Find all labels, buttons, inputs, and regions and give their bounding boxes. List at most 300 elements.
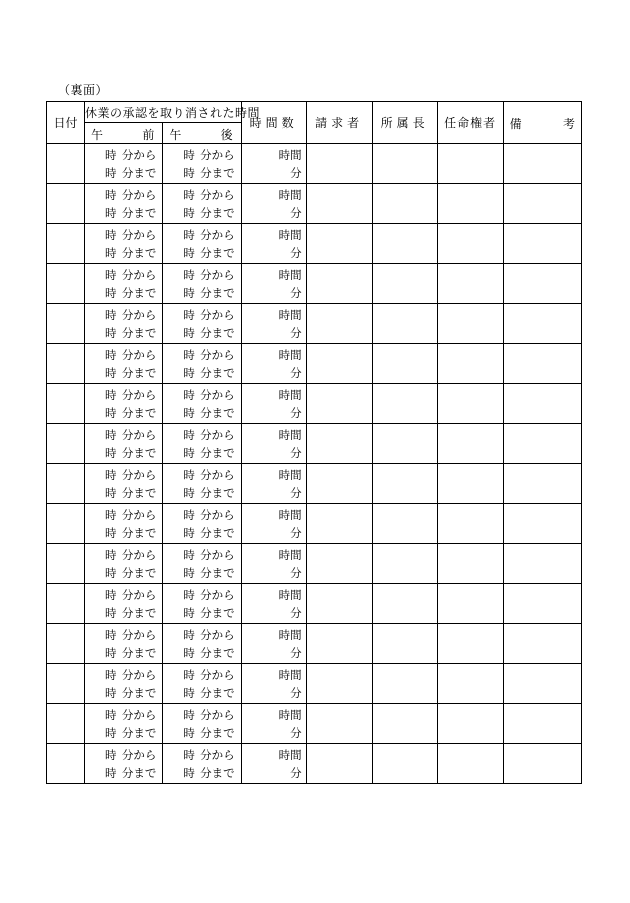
- table-row: [47, 144, 582, 184]
- from-label: 分から: [200, 628, 235, 642]
- requester-cell[interactable]: [306, 224, 372, 264]
- date-cell[interactable]: [47, 584, 85, 624]
- minutes-unit: 分: [290, 646, 302, 660]
- pm-time-cell[interactable]: [163, 384, 241, 424]
- header-am-left: 午: [91, 128, 104, 142]
- table-row: [47, 504, 582, 544]
- am-time-cell[interactable]: [85, 144, 163, 184]
- minutes-unit: 分: [290, 566, 302, 580]
- appointer-cell[interactable]: [437, 344, 503, 384]
- table-body: [47, 144, 582, 784]
- to-label: 分まで: [200, 606, 235, 620]
- hours-unit: 時間: [278, 428, 302, 442]
- hours-unit: 時間: [278, 508, 302, 522]
- department-head-cell[interactable]: [372, 384, 437, 424]
- from-label: 分から: [121, 228, 157, 242]
- hours-cell[interactable]: [241, 544, 306, 584]
- hour-label: 時: [105, 628, 117, 642]
- hours-cell[interactable]: [241, 144, 306, 184]
- am-time-cell[interactable]: [85, 744, 163, 784]
- hour-label: 時: [105, 206, 117, 220]
- to-label: 分まで: [200, 686, 235, 700]
- hour-label: 時: [183, 486, 195, 500]
- to-label: 分まで: [121, 166, 157, 180]
- from-label: 分から: [121, 628, 157, 642]
- requester-cell[interactable]: [306, 144, 372, 184]
- remarks-cell[interactable]: [503, 384, 581, 424]
- hour-label: 時: [183, 686, 195, 700]
- department-head-cell[interactable]: [372, 744, 437, 784]
- to-label: 分まで: [121, 566, 157, 580]
- department-head-cell[interactable]: [372, 504, 437, 544]
- to-label: 分まで: [200, 326, 235, 340]
- hours-unit: 時間: [278, 388, 302, 402]
- hour-label: 時: [183, 366, 195, 380]
- hours-unit: 時間: [278, 188, 302, 202]
- hour-label: 時: [183, 628, 195, 642]
- to-label: 分まで: [121, 686, 157, 700]
- from-label: 分から: [121, 748, 157, 762]
- from-label: 分から: [121, 428, 157, 442]
- header-department-head: 所属長: [372, 102, 437, 144]
- to-label: 分まで: [121, 646, 157, 660]
- date-cell[interactable]: [47, 384, 85, 424]
- remarks-cell[interactable]: [503, 184, 581, 224]
- requester-cell[interactable]: [306, 664, 372, 704]
- header-date: 日付: [47, 102, 85, 144]
- am-time-cell[interactable]: [85, 424, 163, 464]
- minutes-unit: 分: [290, 366, 302, 380]
- am-time-cell[interactable]: [85, 584, 163, 624]
- remarks-cell[interactable]: [503, 544, 581, 584]
- remarks-cell[interactable]: [503, 664, 581, 704]
- am-time-cell[interactable]: [85, 384, 163, 424]
- hours-unit: 時間: [278, 748, 302, 762]
- hours-cell[interactable]: [241, 624, 306, 664]
- hour-label: 時: [105, 286, 117, 300]
- requester-cell[interactable]: [306, 744, 372, 784]
- remarks-cell[interactable]: [503, 464, 581, 504]
- date-cell[interactable]: [47, 424, 85, 464]
- minutes-unit: 分: [290, 486, 302, 500]
- from-label: 分から: [200, 508, 235, 522]
- to-label: 分まで: [200, 406, 235, 420]
- requester-cell[interactable]: [306, 584, 372, 624]
- from-label: 分から: [200, 748, 235, 762]
- from-label: 分から: [121, 268, 157, 282]
- hour-label: 時: [105, 446, 117, 460]
- from-label: 分から: [121, 588, 157, 602]
- appointer-cell[interactable]: [437, 504, 503, 544]
- remarks-cell[interactable]: [503, 624, 581, 664]
- pm-time-cell[interactable]: [163, 664, 241, 704]
- table-row: [47, 184, 582, 224]
- hours-cell[interactable]: [241, 304, 306, 344]
- table-row: [47, 624, 582, 664]
- hour-label: 時: [183, 766, 195, 780]
- hour-label: 時: [105, 668, 117, 682]
- hour-label: 時: [105, 388, 117, 402]
- hour-label: 時: [105, 326, 117, 340]
- appointer-cell[interactable]: [437, 224, 503, 264]
- date-cell[interactable]: [47, 224, 85, 264]
- hour-label: 時: [105, 766, 117, 780]
- remarks-cell[interactable]: [503, 584, 581, 624]
- to-label: 分まで: [121, 526, 157, 540]
- am-time-cell[interactable]: [85, 624, 163, 664]
- to-label: 分まで: [200, 766, 235, 780]
- appointer-cell[interactable]: [437, 424, 503, 464]
- appointer-cell[interactable]: [437, 584, 503, 624]
- date-cell[interactable]: [47, 624, 85, 664]
- minutes-unit: 分: [290, 606, 302, 620]
- hours-unit: 時間: [278, 708, 302, 722]
- hour-label: 時: [105, 606, 117, 620]
- to-label: 分まで: [121, 606, 157, 620]
- pm-time-cell[interactable]: [163, 624, 241, 664]
- date-cell[interactable]: [47, 504, 85, 544]
- header-pm: [163, 123, 241, 144]
- hours-unit: 時間: [278, 348, 302, 362]
- header-cancelled-time: 休業の承認を取り消された時間: [85, 102, 242, 123]
- minutes-unit: 分: [290, 166, 302, 180]
- hour-label: 時: [105, 646, 117, 660]
- from-label: 分から: [200, 668, 235, 682]
- to-label: 分まで: [121, 406, 157, 420]
- appointer-cell[interactable]: [437, 304, 503, 344]
- to-label: 分まで: [200, 286, 235, 300]
- hour-label: 時: [183, 646, 195, 660]
- department-head-cell[interactable]: [372, 584, 437, 624]
- appointer-cell[interactable]: [437, 664, 503, 704]
- hours-cell[interactable]: [241, 224, 306, 264]
- pm-time-cell[interactable]: [163, 184, 241, 224]
- am-time-cell[interactable]: [85, 224, 163, 264]
- requester-cell[interactable]: [306, 184, 372, 224]
- minutes-unit: 分: [290, 686, 302, 700]
- hour-label: 時: [183, 726, 195, 740]
- hour-label: 時: [183, 606, 195, 620]
- am-time-cell[interactable]: [85, 504, 163, 544]
- from-label: 分から: [200, 708, 235, 722]
- pm-time-cell[interactable]: [163, 304, 241, 344]
- table-row: [47, 264, 582, 304]
- minutes-unit: 分: [290, 326, 302, 340]
- appointer-cell[interactable]: [437, 144, 503, 184]
- from-label: 分から: [200, 348, 235, 362]
- appointer-cell[interactable]: [437, 704, 503, 744]
- requester-cell[interactable]: [306, 464, 372, 504]
- department-head-cell[interactable]: [372, 184, 437, 224]
- from-label: 分から: [200, 268, 235, 282]
- hour-label: 時: [105, 686, 117, 700]
- department-head-cell[interactable]: [372, 224, 437, 264]
- department-head-cell[interactable]: [372, 424, 437, 464]
- hours-cell[interactable]: [241, 424, 306, 464]
- from-label: 分から: [200, 388, 235, 402]
- hours-cell[interactable]: [241, 384, 306, 424]
- hour-label: 時: [105, 726, 117, 740]
- am-time-cell[interactable]: [85, 184, 163, 224]
- remarks-cell[interactable]: [503, 704, 581, 744]
- requester-cell[interactable]: [306, 424, 372, 464]
- pm-time-cell[interactable]: [163, 344, 241, 384]
- to-label: 分まで: [121, 246, 157, 260]
- to-label: 分まで: [121, 366, 157, 380]
- hour-label: 時: [183, 428, 195, 442]
- hour-label: 時: [183, 526, 195, 540]
- date-cell[interactable]: [47, 184, 85, 224]
- department-head-cell[interactable]: [372, 264, 437, 304]
- hours-cell[interactable]: [241, 464, 306, 504]
- requester-cell[interactable]: [306, 704, 372, 744]
- hour-label: 時: [183, 708, 195, 722]
- hour-label: 時: [105, 566, 117, 580]
- hour-label: 時: [183, 668, 195, 682]
- hour-label: 時: [105, 428, 117, 442]
- pm-time-cell[interactable]: [163, 144, 241, 184]
- minutes-unit: 分: [290, 726, 302, 740]
- department-head-cell[interactable]: [372, 144, 437, 184]
- date-cell[interactable]: [47, 304, 85, 344]
- appointer-cell[interactable]: [437, 744, 503, 784]
- from-label: 分から: [121, 188, 157, 202]
- minutes-unit: 分: [290, 206, 302, 220]
- hour-label: 時: [183, 348, 195, 362]
- minutes-unit: 分: [290, 286, 302, 300]
- table-row: [47, 664, 582, 704]
- minutes-unit: 分: [290, 766, 302, 780]
- pm-time-cell[interactable]: [163, 224, 241, 264]
- department-head-cell[interactable]: [372, 624, 437, 664]
- remarks-cell[interactable]: [503, 424, 581, 464]
- to-label: 分まで: [200, 366, 235, 380]
- appointer-cell[interactable]: [437, 384, 503, 424]
- hours-unit: 時間: [278, 228, 302, 242]
- hours-cell[interactable]: [241, 504, 306, 544]
- hour-label: 時: [105, 508, 117, 522]
- to-label: 分まで: [121, 206, 157, 220]
- remarks-cell[interactable]: [503, 224, 581, 264]
- pm-time-cell[interactable]: [163, 544, 241, 584]
- from-label: 分から: [121, 548, 157, 562]
- hour-label: 時: [183, 548, 195, 562]
- hour-label: 時: [183, 206, 195, 220]
- hour-label: 時: [183, 508, 195, 522]
- pm-time-cell[interactable]: [163, 464, 241, 504]
- hour-label: 時: [105, 228, 117, 242]
- pm-time-cell[interactable]: [163, 704, 241, 744]
- table-row: [47, 704, 582, 744]
- to-label: 分まで: [200, 166, 235, 180]
- header-remarks-left: 備: [509, 117, 522, 131]
- header-am: [85, 123, 163, 144]
- am-time-cell[interactable]: [85, 264, 163, 304]
- remarks-cell[interactable]: [503, 344, 581, 384]
- from-label: 分から: [121, 148, 157, 162]
- hour-label: 時: [105, 268, 117, 282]
- hour-label: 時: [105, 246, 117, 260]
- am-time-cell[interactable]: [85, 464, 163, 504]
- pm-time-cell[interactable]: [163, 264, 241, 304]
- hours-unit: 時間: [278, 468, 302, 482]
- table-row: [47, 464, 582, 504]
- hours-cell[interactable]: [241, 704, 306, 744]
- from-label: 分から: [200, 428, 235, 442]
- date-cell[interactable]: [47, 264, 85, 304]
- date-cell[interactable]: [47, 344, 85, 384]
- date-cell[interactable]: [47, 544, 85, 584]
- date-cell[interactable]: [47, 744, 85, 784]
- remarks-cell[interactable]: [503, 144, 581, 184]
- hour-label: 時: [105, 188, 117, 202]
- from-label: 分から: [121, 308, 157, 322]
- hour-label: 時: [105, 708, 117, 722]
- minutes-unit: 分: [290, 526, 302, 540]
- to-label: 分まで: [200, 206, 235, 220]
- remarks-cell[interactable]: [503, 744, 581, 784]
- hour-label: 時: [183, 286, 195, 300]
- pm-time-cell[interactable]: [163, 504, 241, 544]
- from-label: 分から: [121, 708, 157, 722]
- hour-label: 時: [183, 388, 195, 402]
- to-label: 分まで: [121, 286, 157, 300]
- hours-unit: 時間: [278, 668, 302, 682]
- requester-cell[interactable]: [306, 264, 372, 304]
- minutes-unit: 分: [290, 406, 302, 420]
- hours-cell[interactable]: [241, 744, 306, 784]
- from-label: 分から: [200, 188, 235, 202]
- minutes-unit: 分: [290, 246, 302, 260]
- table-row: [47, 344, 582, 384]
- hour-label: 時: [105, 468, 117, 482]
- hour-label: 時: [105, 748, 117, 762]
- from-label: 分から: [121, 508, 157, 522]
- requester-cell[interactable]: [306, 344, 372, 384]
- hours-cell[interactable]: [241, 664, 306, 704]
- hour-label: 時: [183, 228, 195, 242]
- date-cell[interactable]: [47, 464, 85, 504]
- appointer-cell[interactable]: [437, 624, 503, 664]
- department-head-cell[interactable]: [372, 304, 437, 344]
- department-head-cell[interactable]: [372, 664, 437, 704]
- pm-time-cell[interactable]: [163, 584, 241, 624]
- pm-time-cell[interactable]: [163, 424, 241, 464]
- from-label: 分から: [200, 148, 235, 162]
- hour-label: 時: [105, 486, 117, 500]
- am-time-cell[interactable]: [85, 704, 163, 744]
- to-label: 分まで: [200, 726, 235, 740]
- hours-cell[interactable]: [241, 184, 306, 224]
- requester-cell[interactable]: [306, 304, 372, 344]
- from-label: 分から: [200, 308, 235, 322]
- hour-label: 時: [105, 548, 117, 562]
- appointer-cell[interactable]: [437, 264, 503, 304]
- appointer-cell[interactable]: [437, 184, 503, 224]
- to-label: 分まで: [200, 646, 235, 660]
- hour-label: 時: [183, 326, 195, 340]
- department-head-cell[interactable]: [372, 544, 437, 584]
- to-label: 分まで: [200, 526, 235, 540]
- pm-time-cell[interactable]: [163, 744, 241, 784]
- hours-cell[interactable]: [241, 264, 306, 304]
- from-label: 分から: [121, 348, 157, 362]
- from-label: 分から: [200, 548, 235, 562]
- date-cell[interactable]: [47, 704, 85, 744]
- from-label: 分から: [121, 388, 157, 402]
- from-label: 分から: [121, 668, 157, 682]
- hour-label: 時: [183, 308, 195, 322]
- to-label: 分まで: [121, 446, 157, 460]
- hour-label: 時: [183, 246, 195, 260]
- remarks-cell[interactable]: [503, 304, 581, 344]
- hour-label: 時: [105, 348, 117, 362]
- to-label: 分まで: [200, 486, 235, 500]
- leave-cancellation-table: [46, 101, 582, 784]
- appointer-cell[interactable]: [437, 464, 503, 504]
- hours-unit: 時間: [278, 548, 302, 562]
- date-cell[interactable]: [47, 664, 85, 704]
- department-head-cell[interactable]: [372, 344, 437, 384]
- am-time-cell[interactable]: [85, 664, 163, 704]
- hours-unit: 時間: [278, 308, 302, 322]
- hour-label: 時: [183, 446, 195, 460]
- requester-cell[interactable]: [306, 384, 372, 424]
- appointer-cell[interactable]: [437, 544, 503, 584]
- requester-cell[interactable]: [306, 544, 372, 584]
- date-cell[interactable]: [47, 144, 85, 184]
- to-label: 分まで: [121, 326, 157, 340]
- page-side-label: （裏面）: [58, 83, 109, 97]
- to-label: 分まで: [200, 246, 235, 260]
- hour-label: 時: [183, 406, 195, 420]
- to-label: 分まで: [200, 566, 235, 580]
- table-row: [47, 384, 582, 424]
- from-label: 分から: [121, 468, 157, 482]
- to-label: 分まで: [200, 446, 235, 460]
- hours-cell[interactable]: [241, 344, 306, 384]
- hour-label: 時: [183, 566, 195, 580]
- to-label: 分まで: [121, 726, 157, 740]
- hours-unit: 時間: [278, 268, 302, 282]
- hour-label: 時: [183, 148, 195, 162]
- table-header: [47, 102, 582, 144]
- from-label: 分から: [200, 588, 235, 602]
- hour-label: 時: [105, 526, 117, 540]
- table-row: [47, 304, 582, 344]
- requester-cell[interactable]: [306, 504, 372, 544]
- remarks-cell[interactable]: [503, 264, 581, 304]
- requester-cell[interactable]: [306, 624, 372, 664]
- minutes-unit: 分: [290, 446, 302, 460]
- table-row: [47, 544, 582, 584]
- to-label: 分まで: [121, 486, 157, 500]
- remarks-cell[interactable]: [503, 504, 581, 544]
- am-time-cell[interactable]: [85, 344, 163, 384]
- table-row: [47, 224, 582, 264]
- hours-unit: 時間: [278, 628, 302, 642]
- hours-cell[interactable]: [241, 584, 306, 624]
- hour-label: 時: [183, 166, 195, 180]
- hour-label: 時: [105, 166, 117, 180]
- am-time-cell[interactable]: [85, 304, 163, 344]
- am-time-cell[interactable]: [85, 544, 163, 584]
- header-remarks-right: 考: [562, 117, 575, 131]
- table-row: [47, 424, 582, 464]
- from-label: 分から: [200, 228, 235, 242]
- department-head-cell[interactable]: [372, 704, 437, 744]
- department-head-cell[interactable]: [372, 464, 437, 504]
